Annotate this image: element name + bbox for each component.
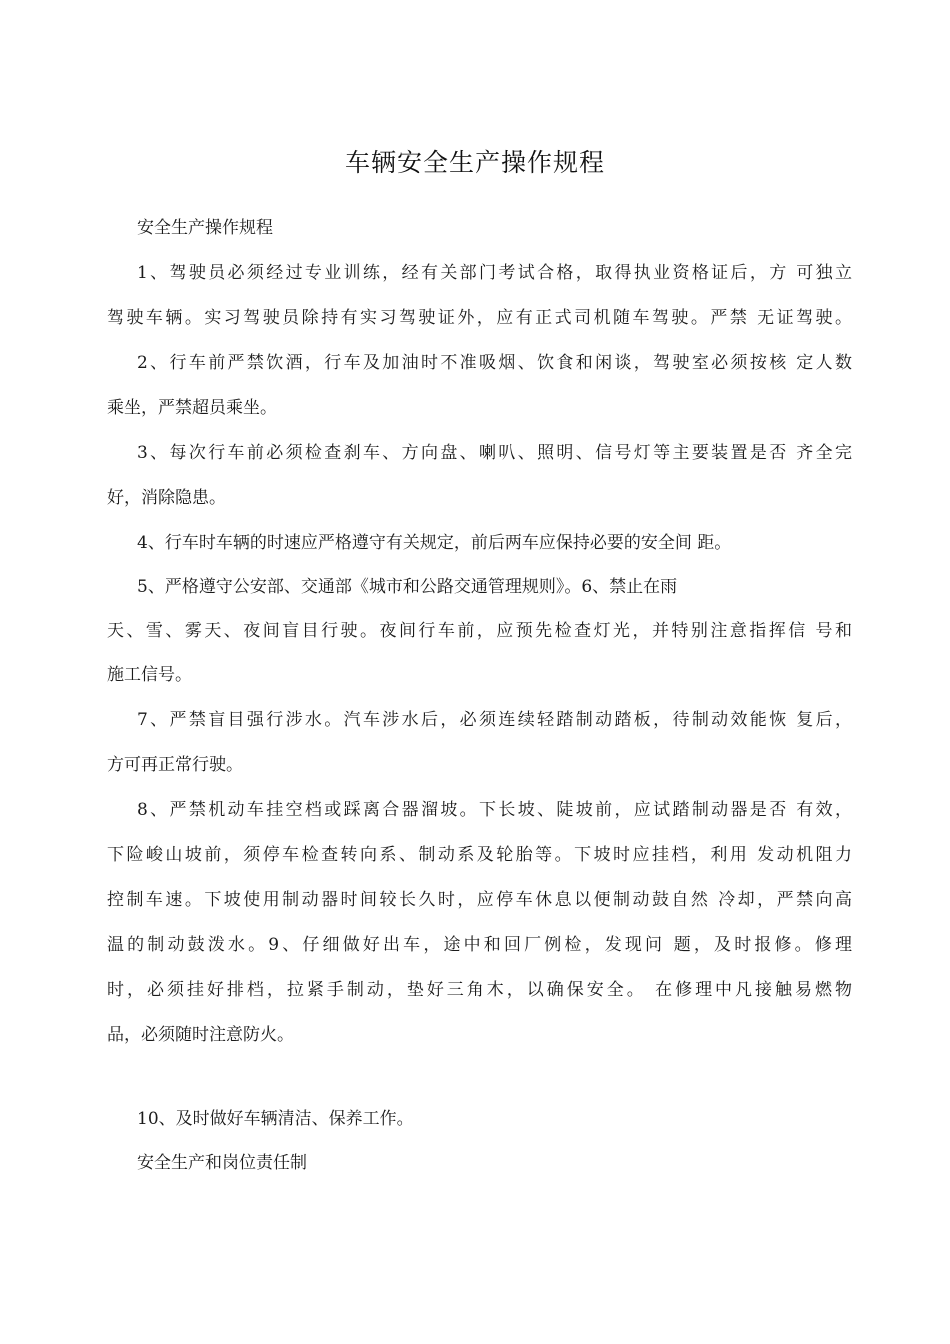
rule-6-line-2: 施工信号。 <box>107 665 192 685</box>
rule-4-line-1: 4、行车时车辆的时速应严格遵守有关规定，前后两车应保持必要的安全间 距。 <box>137 533 732 553</box>
rule-6-line-1: 天、雪、雾天、夜间盲目行驶。夜间行车前，应预先检查灯光，并特别注意指挥信 号和 <box>107 621 852 641</box>
rule-9-line-3: 品，必须随时注意防火。 <box>107 1025 294 1045</box>
rule-1-line-2: 驾驶车辆。实习驾驶员除持有实习驾驶证外，应有正式司机随车驾驶。严禁 无证驾驶。 <box>107 308 852 328</box>
rule-10-line-1: 10、及时做好车辆清洁、保养工作。 <box>137 1109 414 1129</box>
rule-8-line-1: 8、严禁机动车挂空档或踩离合器溜坡。下长坡、陡坡前，应试踏制动器是否 有效， <box>137 800 852 820</box>
rule-8-line-2: 下险峻山坡前，须停车检查转向系、制动系及轮胎等。下坡时应挂档，利用 发动机阻力 <box>107 845 852 865</box>
rule-3-line-2: 好，消除隐患。 <box>107 488 226 508</box>
rule-8-line-4: 温的制动鼓泼水。9、仔细做好出车，途中和回厂例检，发现问 题，及时报修。修理 <box>107 935 852 955</box>
rule-7-line-2: 方可再正常行驶。 <box>107 755 243 775</box>
section-heading-responsibility: 安全生产和岗位责任制 <box>137 1153 307 1173</box>
document-title: 车辆安全生产操作规程 <box>344 148 605 177</box>
rule-7-line-1: 7、严禁盲目强行涉水。汽车涉水后，必须连续轻踏制动踏板，待制动效能恢 复后， <box>137 710 852 730</box>
rule-9-line-2: 时，必须挂好排档，拉紧手制动，垫好三角木，以确保安全。 在修理中凡接触易燃物 <box>107 980 852 1000</box>
section-heading-operating-rules: 安全生产操作规程 <box>137 218 273 238</box>
rule-5-line-1: 5、严格遵守公安部、交通部《城市和公路交通管理规则》。6、禁止在雨 <box>137 577 678 597</box>
rule-1-line-1: 1、驾驶员必须经过专业训练，经有关部门考试合格，取得执业资格证后，方 可独立 <box>137 263 852 283</box>
rule-3-line-1: 3、每次行车前必须检查刹车、方向盘、喇叭、照明、信号灯等主要装置是否 齐全完 <box>137 443 852 463</box>
rule-8-line-3: 控制车速。下坡使用制动器时间较长久时，应停车休息以便制动鼓自然 冷却，严禁向高 <box>107 890 852 910</box>
rule-2-line-2: 乘坐，严禁超员乘坐。 <box>107 398 277 418</box>
rule-2-line-1: 2、行车前严禁饮酒，行车及加油时不准吸烟、饮食和闲谈，驾驶室必须按核 定人数 <box>137 353 852 373</box>
